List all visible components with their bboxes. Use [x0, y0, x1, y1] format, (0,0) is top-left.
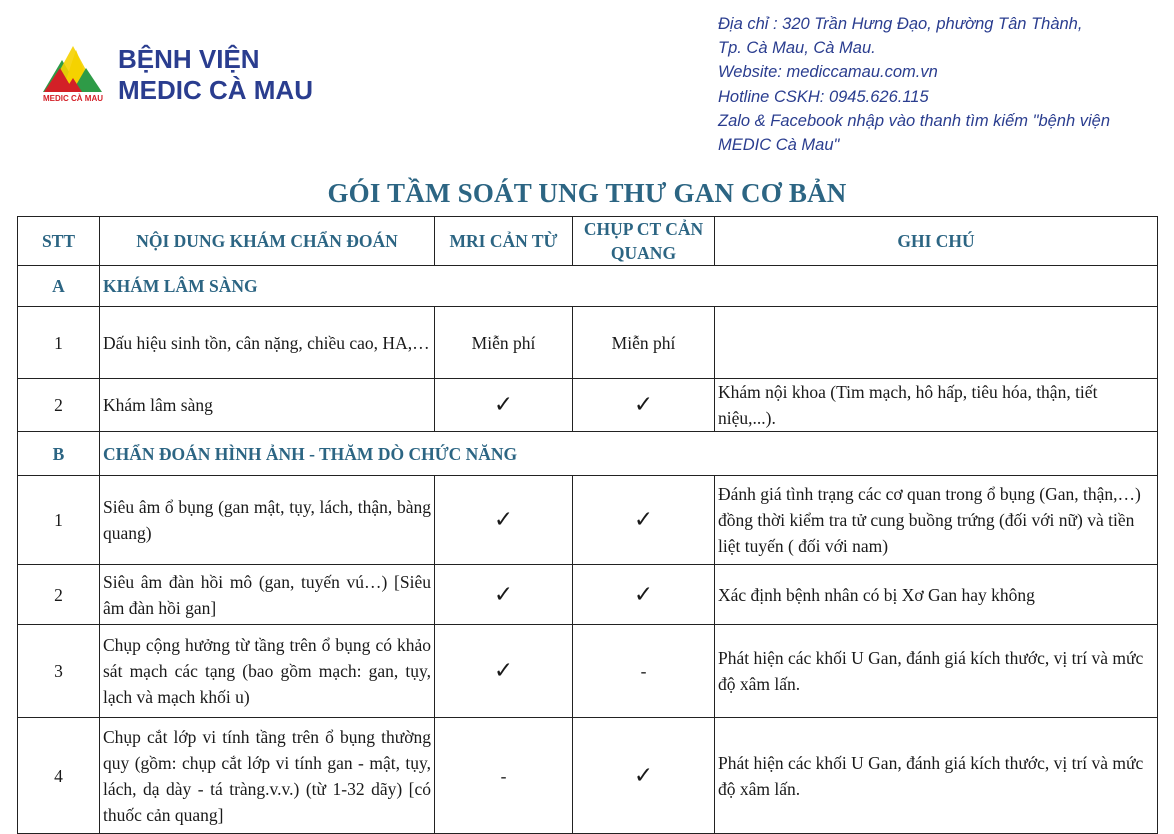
- contact-hotline: Hotline CSKH: 0945.626.115: [718, 87, 929, 106]
- contact-info: [718, 12, 1158, 157]
- logo-caption: MEDIC CÀ MAU: [43, 94, 103, 103]
- row-mri-check-icon: ✓: [435, 625, 573, 718]
- row-content: Siêu âm ổ bụng (gan mật, tụy, lách, thận, bàng quang): [100, 476, 435, 565]
- col-header-note: GHI CHÚ: [715, 217, 1158, 266]
- section-row: [18, 266, 1158, 307]
- table-row: [18, 307, 1158, 379]
- table-row: [18, 718, 1158, 834]
- col-header-content: NỘI DUNG KHÁM CHẨN ĐOÁN: [100, 217, 435, 266]
- row-note: Đánh giá tình trạng các cơ quan trong ổ bụng (Gan, thận,…) đồng thời kiểm tra tử cung buồng trứng (đối với nữ) và tiền liệt tuyến ( đối với nam): [715, 476, 1158, 565]
- row-content: Chụp cộng hưởng từ tầng trên ổ bụng có khảo sát mạch các tạng (bao gồm mạch: gan, tụy, lạch và mạch khối u): [100, 625, 435, 718]
- row-content: Siêu âm đàn hồi mô (gan, tuyến vú…) [Siêu âm đàn hồi gan]: [100, 565, 435, 625]
- mountain-logo-icon: [40, 42, 106, 94]
- contact-address: Địa chỉ : 320 Trần Hưng Đạo, phường Tân Thành,: [718, 15, 1083, 33]
- table-row: [18, 625, 1158, 718]
- hospital-name: [118, 44, 313, 106]
- row-ct-check-icon: ✓: [573, 379, 715, 432]
- row-ct: -: [573, 625, 715, 718]
- section-code: B: [18, 432, 100, 476]
- hospital-logo: [40, 42, 106, 106]
- row-stt: 3: [18, 625, 100, 718]
- hospital-name-line2: MEDIC CÀ MAU: [118, 75, 313, 105]
- col-header-stt: STT: [18, 217, 100, 266]
- table-row: [18, 476, 1158, 565]
- contact-city: Tp. Cà Mau, Cà Mau.: [718, 39, 876, 58]
- row-ct-check-icon: ✓: [573, 718, 715, 834]
- row-content: Dấu hiệu sinh tồn, cân nặng, chiều cao, HA,…: [100, 307, 435, 379]
- table-row: [18, 565, 1158, 625]
- table-row: [18, 379, 1158, 432]
- row-note: Phát hiện các khối U Gan, đánh giá kích thước, vị trí và mức độ xâm lấn.: [715, 625, 1158, 718]
- row-mri-check-icon: ✓: [435, 476, 573, 565]
- row-stt: 2: [18, 565, 100, 625]
- row-mri-check-icon: ✓: [435, 379, 573, 432]
- row-note: Phát hiện các khối U Gan, đánh giá kích thước, vị trí và mức độ xâm lấn.: [715, 718, 1158, 834]
- contact-website: Website: mediccamau.com.vn: [718, 63, 938, 82]
- row-note: [715, 307, 1158, 379]
- row-content: Chụp cắt lớp vi tính tầng trên ổ bụng thường quy (gồm: chụp cắt lớp vi tính gan - mật, tụy, lách, dạ dày - tá tràng.v.v.) (từ 1-32 dãy) [có thuốc cản quang]: [100, 718, 435, 834]
- section-code: A: [18, 266, 100, 307]
- row-ct-check-icon: ✓: [573, 565, 715, 625]
- section-title: KHÁM LÂM SÀNG: [100, 266, 1158, 307]
- row-stt: 1: [18, 476, 100, 565]
- row-mri-check-icon: ✓: [435, 565, 573, 625]
- row-note: Khám nội khoa (Tim mạch, hô hấp, tiêu hóa, thận, tiết niệu,...).: [715, 379, 1158, 432]
- contact-social: Zalo & Facebook nhập vào thanh tìm kiếm "bệnh viện: [718, 111, 1111, 130]
- row-note: Xác định bệnh nhân có bị Xơ Gan hay không: [715, 565, 1158, 625]
- contact-social-cont: MEDIC Cà Mau": [718, 136, 840, 155]
- section-row: [18, 432, 1158, 476]
- col-header-ct: CHỤP CT CẢN QUANG: [573, 217, 715, 266]
- row-mri: -: [435, 718, 573, 834]
- col-header-mri: MRI CẢN TỪ: [435, 217, 573, 266]
- row-ct: Miễn phí: [573, 307, 715, 379]
- row-stt: 4: [18, 718, 100, 834]
- row-stt: 2: [18, 379, 100, 432]
- table-header-row: [18, 217, 1158, 266]
- row-stt: 1: [18, 307, 100, 379]
- service-table: [17, 216, 1158, 834]
- hospital-name-line1: BỆNH VIỆN: [118, 44, 260, 74]
- row-content: Khám lâm sàng: [100, 379, 435, 432]
- row-mri: Miễn phí: [435, 307, 573, 379]
- section-title: CHẨN ĐOÁN HÌNH ẢNH - THĂM DÒ CHỨC NĂNG: [100, 432, 1158, 476]
- page-title: GÓI TẦM SOÁT UNG THƯ GAN CƠ BẢN: [327, 178, 847, 208]
- row-ct-check-icon: ✓: [573, 476, 715, 565]
